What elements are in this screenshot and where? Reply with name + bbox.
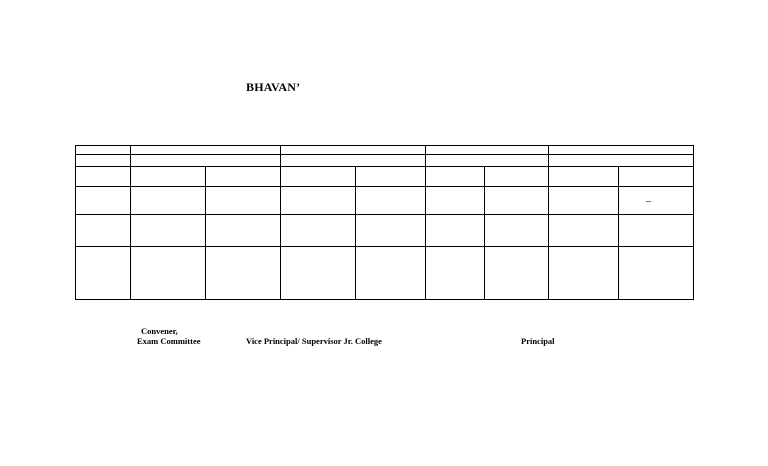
document-title: BHAVAN’ xyxy=(246,80,301,94)
table-cell-dash: – xyxy=(646,196,651,207)
principal-signature-label: Principal xyxy=(521,336,555,346)
exam-committee-label: Exam Committee xyxy=(137,336,201,346)
convener-title: Convener, xyxy=(141,326,178,336)
blank-table xyxy=(75,145,694,300)
vice-principal-signature-label: Vice Principal/ Supervisor Jr. College xyxy=(246,336,382,346)
